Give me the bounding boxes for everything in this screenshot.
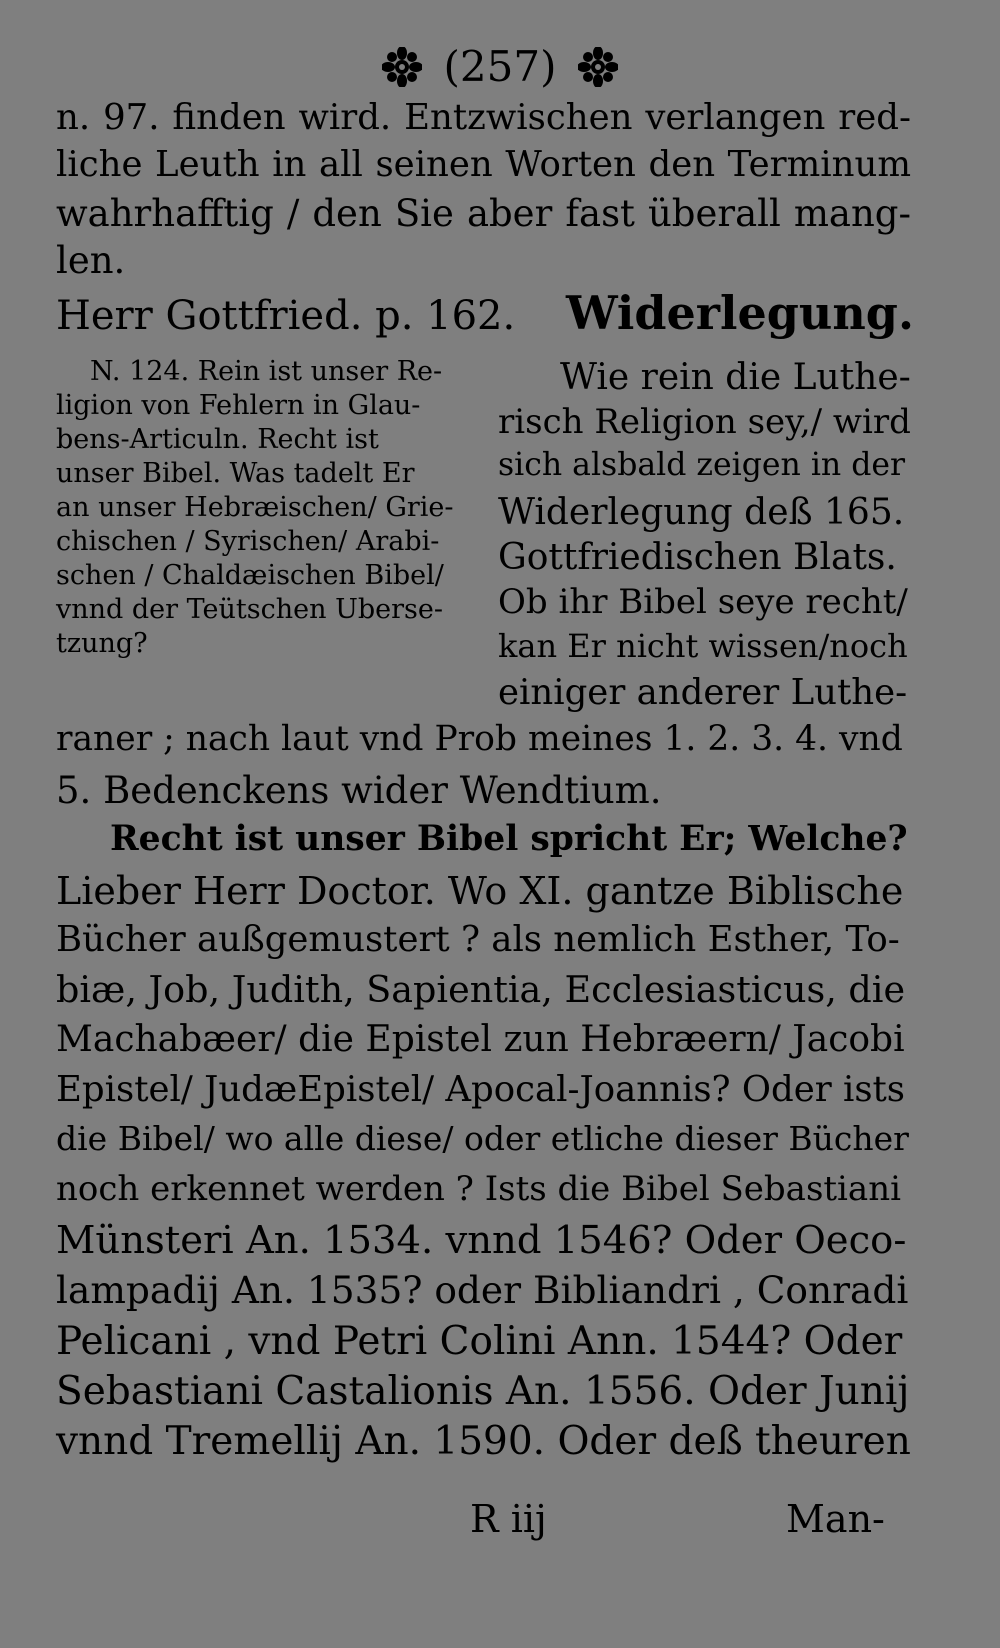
text-line: noch erkennet werden ? Ists die Bibel Sebastiani xyxy=(56,1169,901,1209)
text-line: die Bibel/ wo alle diese/ oder etliche dieser Bücher xyxy=(56,1119,909,1158)
citation-line: ligion von Fehlern in Glau- xyxy=(56,390,421,421)
text-line: biæ, Job, Judith, Sapientia, Ecclesiasticus, die xyxy=(56,968,906,1011)
citation-line: unser Bibel. Was tadelt Er xyxy=(56,458,415,489)
citation-line: schen / Chaldæischen Bibel/ xyxy=(56,560,444,591)
text-line: raner ; nach laut vnd Prob meines 1. 2. 3. 4. vnd xyxy=(56,719,903,759)
signature-mark: R iij xyxy=(470,1497,547,1541)
citation-line: an unser Hebræischen/ Grie- xyxy=(56,492,454,523)
refutation-line: Widerlegung deß 165. xyxy=(498,492,905,533)
text-line: Lieber Herr Doctor. Wo XI. gantze Biblische xyxy=(56,869,904,913)
page-number: (257) xyxy=(443,42,557,91)
refutation-line: Ob ihr Bibel seye recht/ xyxy=(498,582,908,622)
page-header xyxy=(0,42,1000,91)
text-line: 5. Bedenckens wider Wendtium. xyxy=(56,769,662,812)
floral-ornament-icon xyxy=(382,47,422,87)
text-line: Sebastiani Castalionis An. 1556. Oder Junij xyxy=(56,1369,910,1414)
text-line: n. 97. finden wird. Entzwischen verlangen red- xyxy=(56,97,911,138)
text-line: len. xyxy=(56,239,126,282)
text-line: vnnd Tremellij An. 1590. Oder deß theuren xyxy=(56,1419,911,1464)
citation-line: chischen / Syrischen/ Arabi- xyxy=(56,526,440,557)
refutation-line: Wie rein die Luthe- xyxy=(560,357,911,398)
floral-ornament-icon xyxy=(578,47,618,87)
citation-line: N. 124. Rein ist unser Re- xyxy=(90,356,443,387)
heading-refutation: Widerlegung. xyxy=(566,286,914,340)
refutation-line: risch Religion sey,/ wird xyxy=(498,402,911,442)
text-line: Pelicani , vnd Petri Colini Ann. 1544? Oder xyxy=(56,1319,903,1364)
refutation-line: kan Er nicht wissen/noch xyxy=(498,627,908,665)
refutation-line: Gottfriedischen Blats. xyxy=(498,537,897,578)
catchword: Man- xyxy=(786,1497,885,1541)
text-line: Münsteri An. 1534. vnnd 1546? Oder Oeco- xyxy=(56,1218,907,1263)
citation-line: vnnd der Teütschen Uberse- xyxy=(56,594,443,625)
citation-line: tzung? xyxy=(56,628,148,659)
text-line: wahrhafftig / den Sie aber fast überall mang- xyxy=(56,192,911,235)
text-line: lampadij An. 1535? oder Bibliandri , Conradi xyxy=(56,1268,909,1312)
heading-citation: Herr Gottfried. p. 162. xyxy=(56,293,516,339)
citation-line: bens-Articuln. Recht ist xyxy=(56,424,379,455)
text-line: Machabæer/ die Epistel zun Hebræern/ Jacobi xyxy=(56,1019,905,1060)
refutation-line: einiger anderer Luthe- xyxy=(498,672,908,713)
text-line: Bücher außgemustert ? als nemlich Esther, To- xyxy=(56,919,900,960)
text-line: Recht ist unser Bibel spricht Er; Welche? xyxy=(110,819,908,859)
text-line: Epistel/ JudæEpistel/ Apocal-Joannis? Oder ists xyxy=(56,1069,906,1110)
refutation-line: sich alsbald zeigen in der xyxy=(498,447,906,483)
text-line: liche Leuth in all seinen Worten den Terminum xyxy=(56,144,911,185)
